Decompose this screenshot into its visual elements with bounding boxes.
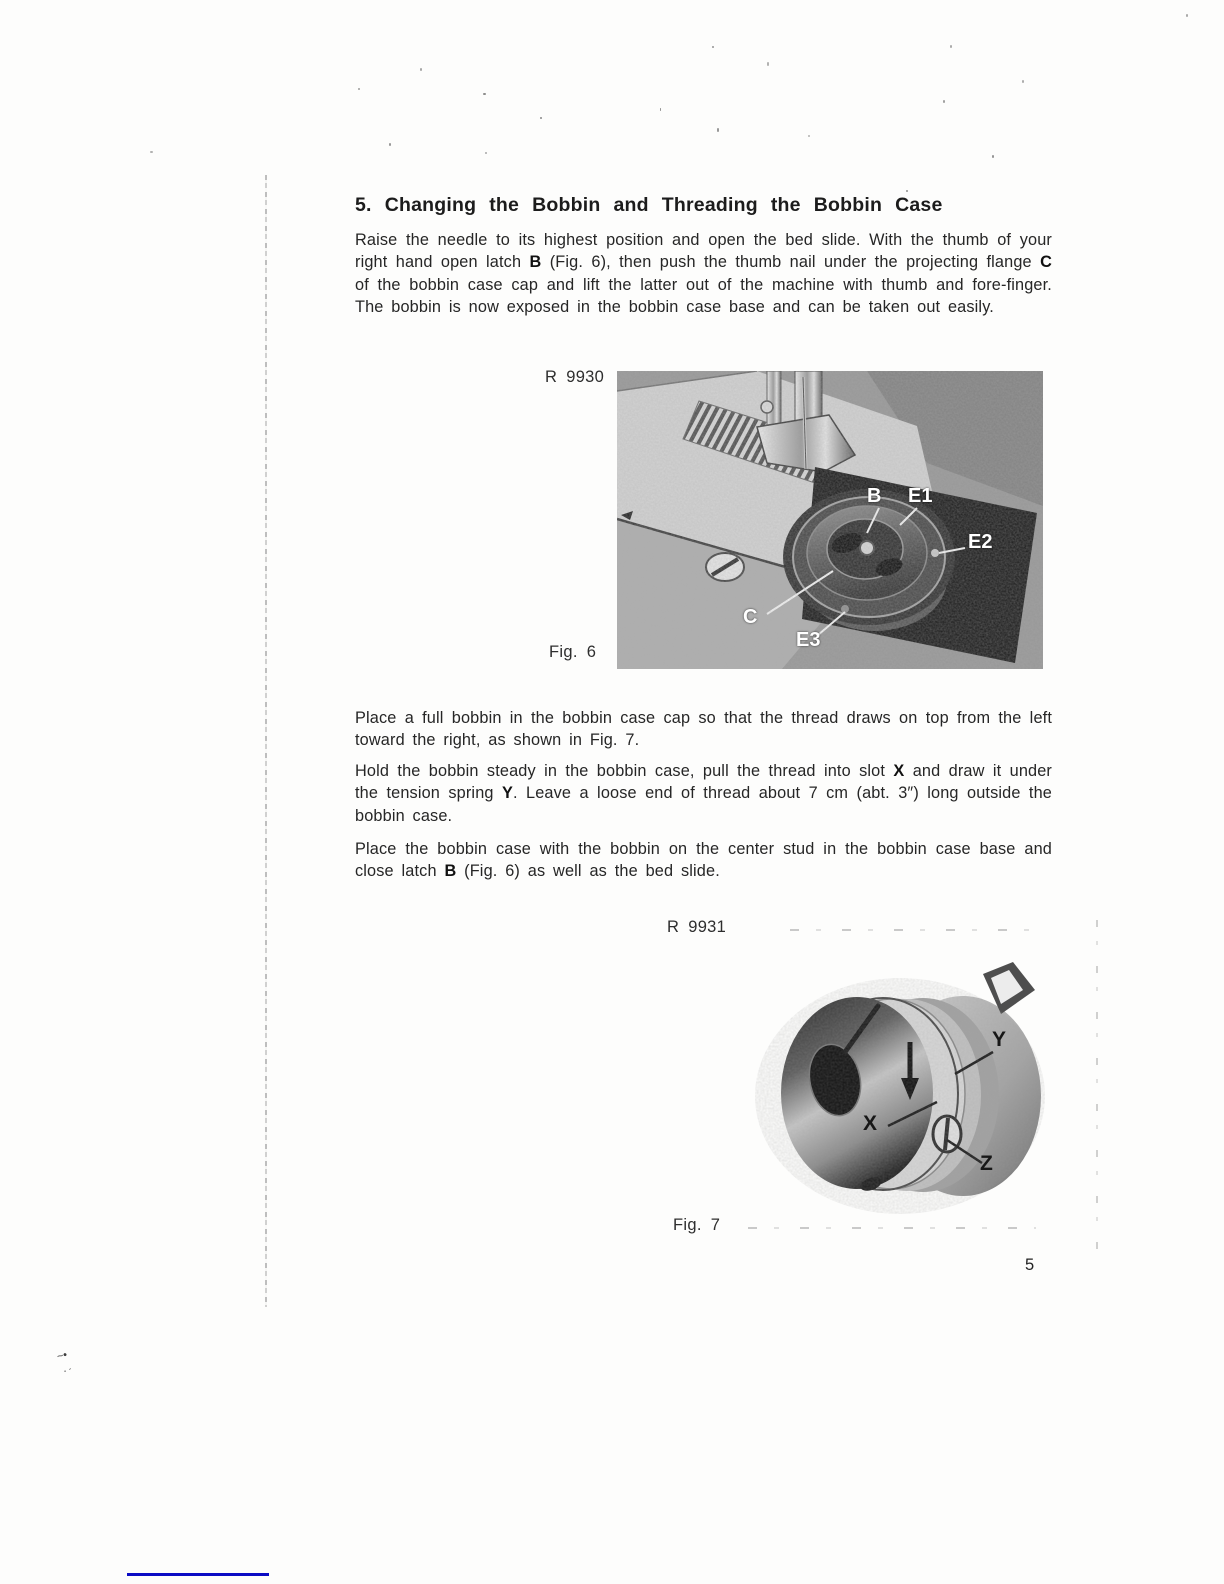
scan-speck [485, 152, 487, 154]
scan-speck [1186, 14, 1188, 17]
figure6-artwork [617, 371, 1043, 669]
page-number: 5 [1025, 1256, 1035, 1274]
figure6-label-e2: E2 [968, 531, 993, 553]
figure7-photo-ref: R 9931 [667, 918, 727, 936]
scan-speck [808, 135, 810, 137]
figure7-artwork [695, 960, 1075, 1230]
figure7-caption: Fig. 7 [673, 1216, 721, 1234]
paragraph-raise-needle: Raise the needle to its highest position and open the bed slide. With the thumb of your right hand open latch B (Fig. 6), then push the thumb nail under the projecting flange C of the bobbin case cap and lift the latter out of the machine with thumb and fore-finger. The bobbin is now exposed in the bobbin case base and can be taken out easily. [355, 231, 1052, 317]
scan-artifact-line [748, 1227, 1036, 1229]
paragraph-place-bobbin: Place a full bobbin in the bobbin case cap so that the thread draws on top from the left toward the right, as shown in Fig. 7. [355, 709, 1052, 750]
scan-speck [767, 62, 769, 66]
spine-binding-texture [265, 175, 267, 1307]
scan-speck [717, 128, 719, 132]
bottom-blue-line [127, 1573, 269, 1576]
scan-artifact-line-vertical [1096, 920, 1098, 1252]
paragraph-close-latch: Place the bobbin case with the bobbin on the center stud in the bobbin case base and close latch B (Fig. 6) as well as the bed slide. [355, 840, 1052, 881]
section-heading: 5. Changing the Bobbin and Threading the Bobbin Case [355, 194, 943, 216]
figure6-label-c: C [743, 606, 758, 628]
scan-speck [150, 151, 153, 153]
figure7-label-x: X [863, 1112, 878, 1135]
figure6-label-b: B [867, 485, 882, 507]
scan-artifact-line [790, 929, 1040, 931]
scan-speck [992, 155, 994, 158]
scan-speck [712, 46, 714, 48]
scan-speck [1022, 80, 1024, 83]
scan-speck [389, 143, 391, 146]
pen-mark: ~• [55, 1348, 69, 1364]
figure7-label-z: Z [980, 1152, 993, 1175]
scan-speck [420, 68, 422, 71]
pen-mark: ·ˈ [60, 1365, 73, 1379]
scan-speck [943, 100, 945, 103]
scan-speck [540, 117, 542, 119]
scan-speck [483, 93, 486, 95]
figure6-label-e1: E1 [908, 485, 933, 507]
paragraph-hold-bobbin: Hold the bobbin steady in the bobbin case, pull the thread into slot X and draw it under the tension spring Y. Leave a loose end of thread about 7 cm (abt. 3″) long outside the bobbin case. [355, 762, 1053, 825]
scan-speck [906, 190, 908, 192]
scan-speck [950, 45, 952, 48]
figure6-label-e3: E3 [796, 629, 821, 651]
figure6-photo [617, 371, 1043, 669]
figure6-photo-ref: R 9930 [545, 368, 605, 386]
figure7-label-y: Y [992, 1028, 1007, 1051]
scan-speck [358, 88, 360, 90]
scan-speck [660, 108, 661, 111]
figure6-caption: Fig. 6 [549, 643, 597, 661]
figure7-photo [695, 960, 1075, 1230]
